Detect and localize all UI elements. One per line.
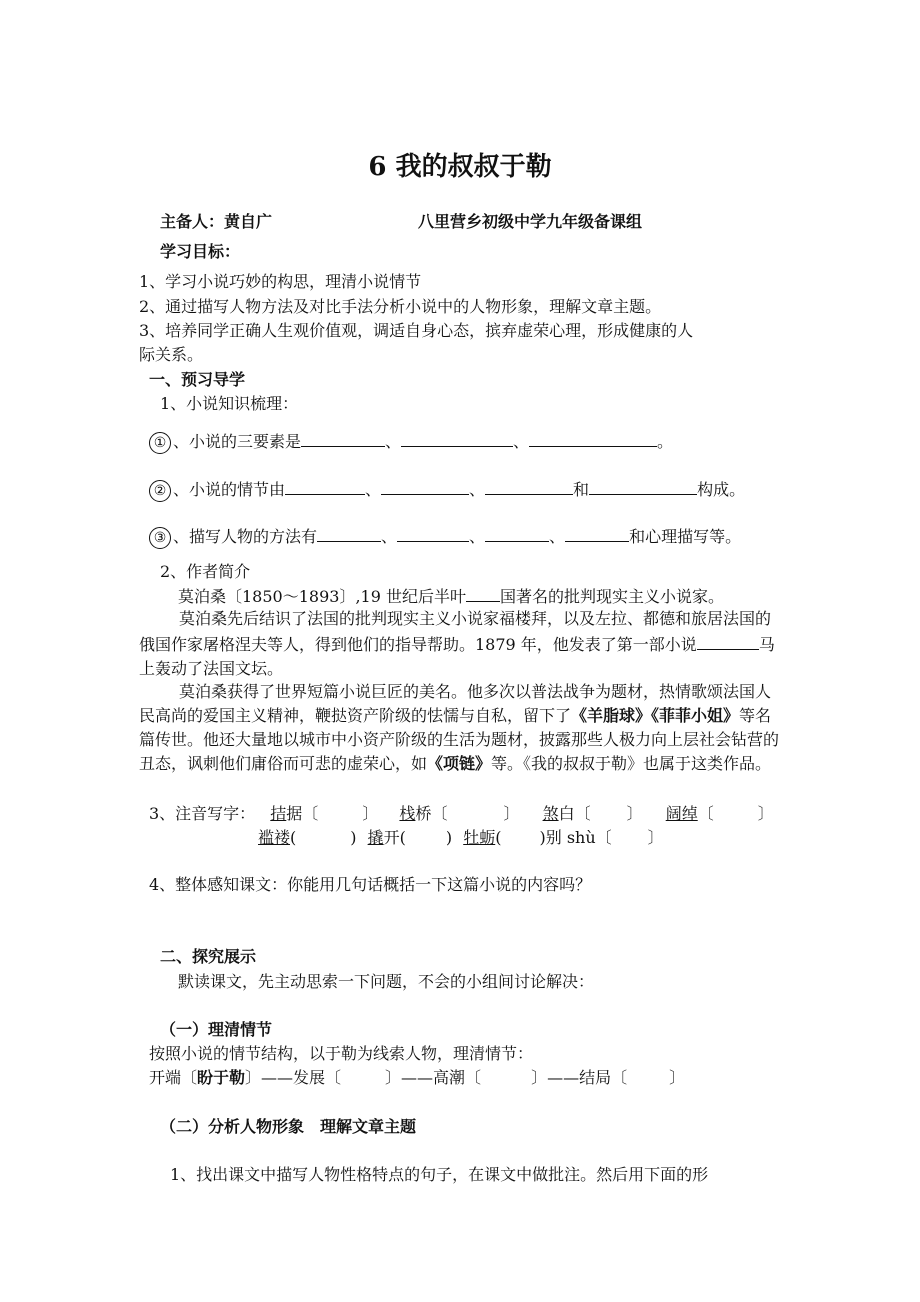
blank[interactable]: [697, 631, 759, 650]
blank[interactable]: [317, 523, 381, 542]
blank[interactable]: [401, 428, 513, 447]
pinyin-row-1: 3、注音写字： 拮据〔 〕 栈桥〔 〕 煞白〔 〕 阔绰〔 〕: [149, 804, 774, 823]
question-3: ③ 、描写人物的方法有 、 、 、 和心理描写等。: [149, 523, 741, 549]
part-2-heading: （二）分析人物形象 理解文章主题: [160, 1117, 417, 1136]
blank[interactable]: [529, 428, 657, 447]
preparer: 主备人：黄自广: [160, 212, 273, 231]
part-2-text: 1、找出课文中描写人物性格特点的句子，在课文中做批注。然后用下面的形: [170, 1165, 709, 1184]
pinyin-row-2: 褴褛( ) 撬开( ) 牡蛎( )别 shù〔 〕: [258, 828, 664, 847]
blank[interactable]: [485, 523, 549, 542]
part-1-text: 按照小说的情节结构，以于勒为线索人物，理清情节：: [149, 1044, 534, 1063]
number-circle: ③: [149, 527, 171, 549]
blank[interactable]: [485, 476, 573, 495]
part-1-heading: （一）理清情节: [160, 1020, 273, 1039]
blank[interactable]: [381, 476, 469, 495]
page-title: 6 我的叔叔于勒: [368, 152, 552, 182]
number-circle: ②: [149, 480, 171, 502]
section-2-heading: 二、探究展示: [160, 947, 257, 966]
blank[interactable]: [301, 428, 385, 447]
blank[interactable]: [565, 523, 629, 542]
goal-2: 2、通过描写人物方法及对比手法分析小说中的人物形象，理解文章主题。: [139, 297, 662, 316]
blank[interactable]: [397, 523, 469, 542]
bio-line-1: 莫泊桑〔1850～1893〕,19 世纪后半叶 国著名的批判现实主义小说家。: [178, 583, 724, 609]
blank[interactable]: [589, 476, 697, 495]
section-1-heading: 一、预习导学: [149, 370, 246, 389]
goal-3-cont: 际关系。: [139, 345, 204, 364]
sub-4: 4、整体感知课文：你能用几句话概括一下这篇小说的内容吗？: [149, 875, 592, 894]
goals-heading: 学习目标：: [160, 242, 241, 261]
plot-line: 开端〔盼于勒〕——发展〔 〕——高潮〔 〕——结局〔 〕: [149, 1068, 686, 1087]
group-name: 八里营乡初级中学九年级备课组: [418, 212, 643, 231]
bio-paragraph-2: 莫泊桑先后结识了法国的批判现实主义小说家福楼拜，以及左拉、都德和旅居法国的俄国作家屠格涅夫等人，得到他们的指导帮助。1879 年，他发表了第一部小说 马上轰动了法国文坛。: [139, 609, 775, 678]
question-1: ① 、小说的三要素是 、 、 。: [149, 428, 673, 454]
blank[interactable]: [285, 476, 365, 495]
goal-3: 3、培养同学正确人生观价值观，调适自身心态，摈弃虚荣心理，形成健康的人: [139, 321, 694, 340]
goal-1: 1、学习小说巧妙的构思，理清小说情节: [139, 272, 422, 291]
bio-paragraph-3: 莫泊桑获得了世界短篇小说巨匠的美名。他多次以普法战争为题材，热情歌颂法国人民高尚的爱国主义精神，鞭挞资产阶级的怯懦与自私，留下了《羊脂球》《菲菲小姐》等名篇传世。他还大量地以城市中小资产阶级的生活为题材，披露那些人极力向上层社会钻营的丑态，讽刺他们庸俗而可悲的虚荣心，如《项链》等。《我的叔叔于勒》也属于这类作品。: [139, 682, 780, 773]
section-2-intro: 默读课文，先主动思索一下问题，不会的小组间讨论解决：: [178, 972, 595, 991]
number-circle: ①: [149, 432, 171, 454]
sub-1: 1、小说知识梳理：: [160, 394, 299, 413]
blank[interactable]: [466, 583, 500, 602]
sub-2: 2、作者简介: [160, 562, 251, 581]
question-2: ② 、小说的情节由 、 、 和 构成。: [149, 476, 745, 502]
